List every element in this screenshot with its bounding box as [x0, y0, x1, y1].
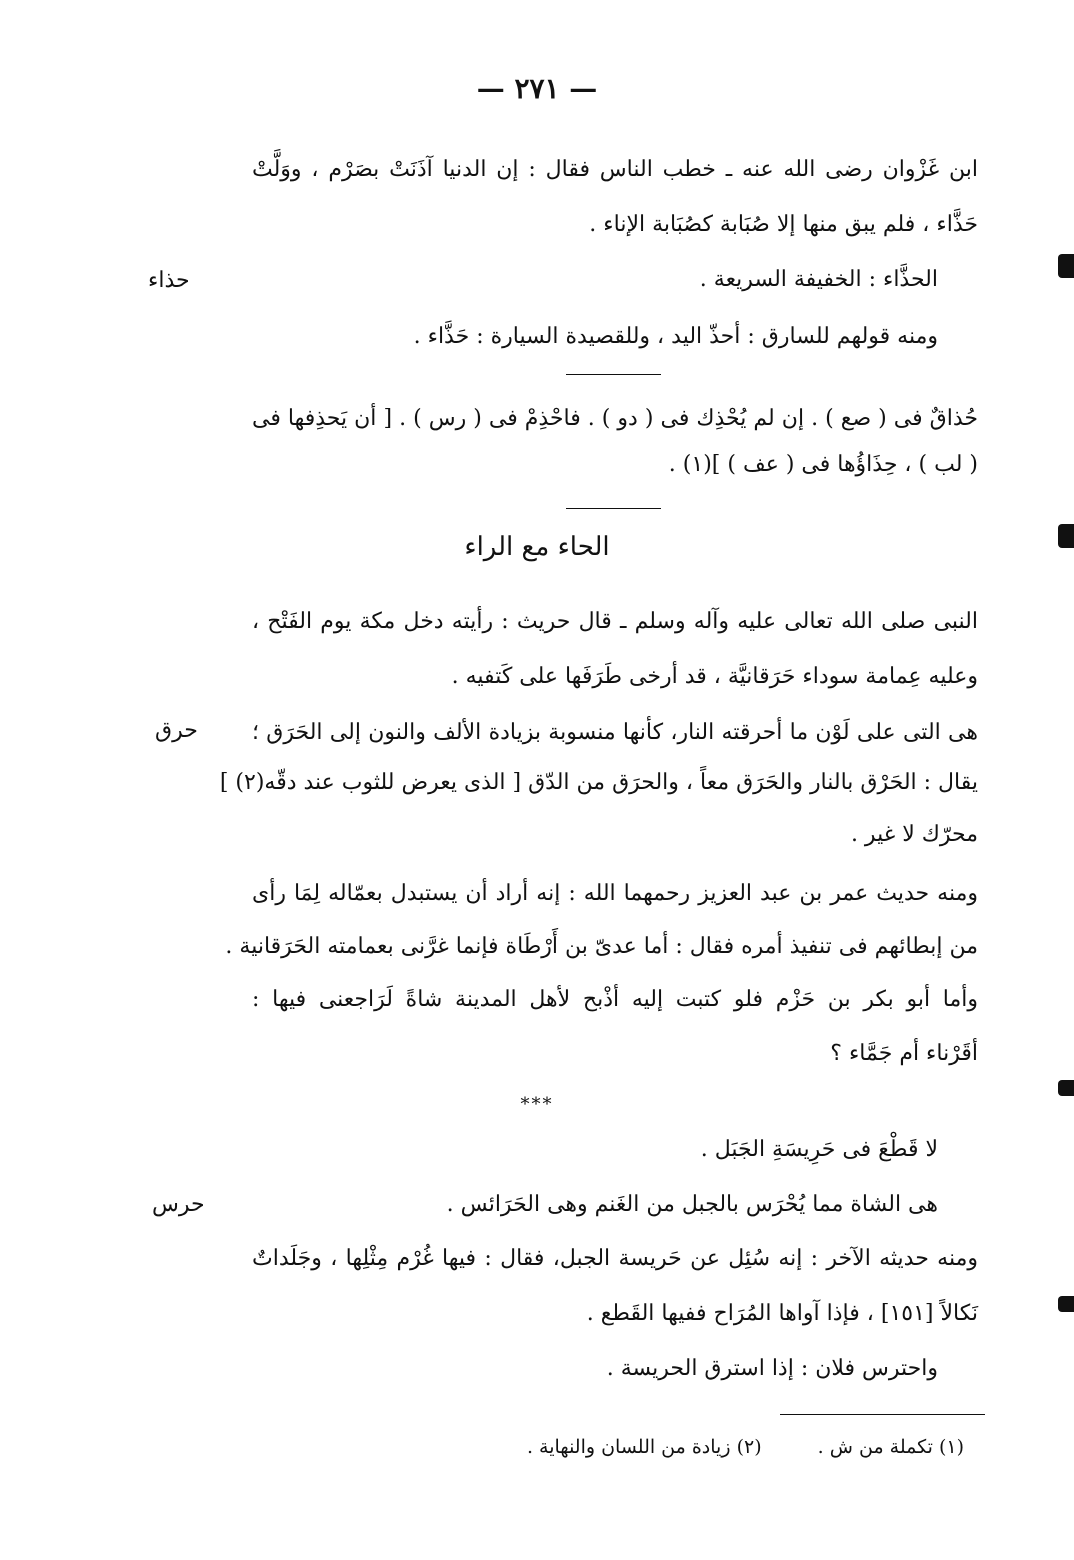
- text-line: حُذاقٌ فى ( صع ) . إن لم يُحْذِك فى ( دو ) . فاحْذِمْ فى ( رس ) . [ أن يَحذِفها فى: [252, 406, 978, 431]
- margin-word-harq: حرق: [155, 718, 198, 743]
- margin-word-haras: حرس: [152, 1192, 205, 1217]
- margin-word-hadha: حذاء: [148, 268, 190, 293]
- page-edge-mark: [1058, 254, 1074, 278]
- section-heading: الحاء مع الراء: [464, 532, 610, 562]
- text-line: نَكالاً [١٥١] ، فإذا آواها المُرَاح ففيها القَطع .: [586, 1301, 978, 1326]
- text-line: ابن غَزْوان رضى الله عنه ـ خطب الناس فقال : إن الدنيا آذَنَتْ بصَرْم ، ووَلَّتْ: [252, 157, 978, 182]
- section-separator-stars: ***: [520, 1094, 554, 1115]
- text-line: حَذَّاء ، فلم يبق منها إلا صُبَابة كصُبَابة الإناء .: [589, 212, 978, 237]
- text-line: وأما أبو بكر بن حَزْم فلو كتبت إليه أذْبح لأهل المدينة شاةً لَرَاجعنى فيها :: [252, 987, 978, 1012]
- main-text: [219, 0, 978, 1560]
- text-line: هى التى على لَوْن ما أحرقته النار، كأنها منسوبة بزيادة الألف والنون إلى الحَرَق ؛: [252, 720, 978, 745]
- short-divider: [566, 508, 661, 509]
- short-divider: [566, 374, 661, 375]
- text-line: ومنه حديثه الآخر : إنه سُئِل عن حَريسة الجبل، فقال : فيها غُرْم مِثْلِها ، وجَلَداتٌ: [252, 1246, 978, 1271]
- page-edge-mark: [1058, 524, 1074, 548]
- text-line: من إبطائهم فى تنفيذ أمره فقال : أما عدىّ بن أَرْطَاة فإنما غرَّنى بعمامته الحَرَقانية .: [225, 934, 978, 959]
- footnote-1: (١) تكملة من ش .: [817, 1436, 964, 1458]
- footnote-divider: [780, 1414, 985, 1415]
- footnote-2: (٢) زيادة من اللسان والنهاية .: [526, 1436, 762, 1458]
- text-line: النبى صلى الله تعالى عليه وآله وسلم ـ قال حريث : رأيته دخل مكة يوم الفَتْح ،: [252, 609, 978, 634]
- text-line: ومنه حديث عمر بن عبد العزيز رحمهما الله : إنه أراد أن يستبدل بعمّاله لِمَا رأى: [252, 881, 978, 906]
- text-line: يقال : الحَرْق بالنار والحَرَق معاً ، والحرَق من الدّق [ الذى يعرض للثوب عند دقّه(٢) ]: [219, 770, 978, 795]
- text-line: الحذَّاء : الخفيفة السريعة .: [699, 267, 938, 292]
- text-line: لا قَطْعَ فى حَرِيسَةِ الجَبَل .: [700, 1137, 938, 1162]
- text-line: ومنه قولهم للسارق : أحذّ اليد ، وللقصيدة السيارة : حَذَّاء .: [413, 324, 938, 349]
- text-line: محرّك لا غير .: [850, 822, 978, 847]
- text-line: هى الشاة مما يُحْرَس بالجبل من الغَنم وهى الحَرَائس .: [446, 1192, 938, 1217]
- text-line: ( لب ) ، حِذَاؤُها فى ( عف ) ](١) .: [668, 452, 978, 477]
- page-edge-mark: [1058, 1080, 1074, 1096]
- text-line: وعليه عِمامة سوداء حَرَقانيَّة ، قد أرخى طَرَفَها على كَتفيه .: [451, 664, 978, 689]
- text-line: واحترس فلان : إذا استرق الحريسة .: [606, 1356, 938, 1381]
- page-edge-mark: [1058, 1296, 1074, 1312]
- text-line: أقَرْناء أم جَمَّاء ؟: [830, 1041, 978, 1066]
- footnotes: [527, 1436, 964, 1458]
- page-number: — ٢٧١ —: [476, 72, 598, 105]
